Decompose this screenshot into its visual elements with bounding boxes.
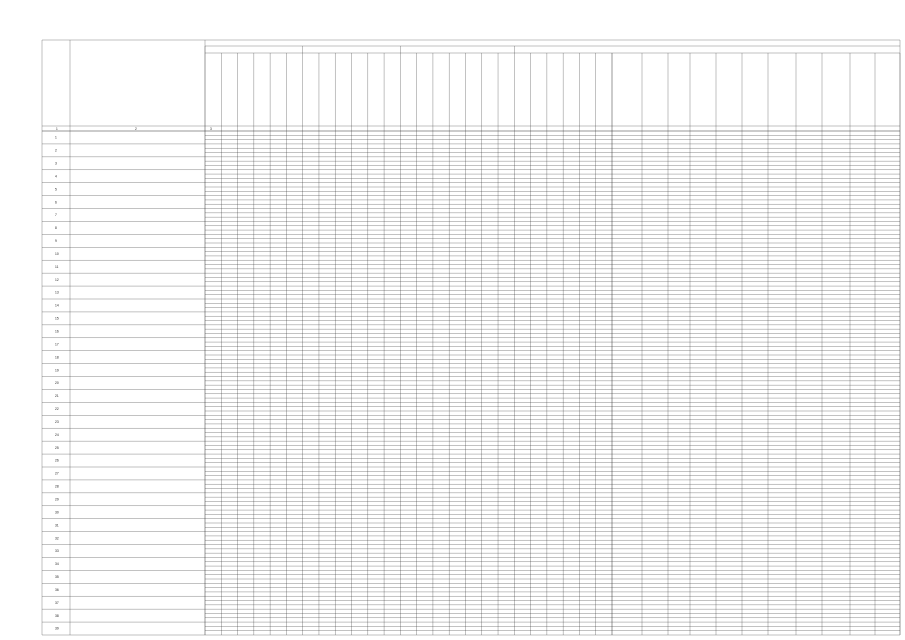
row-number: 14 <box>55 303 59 308</box>
column-number-1: 1 <box>56 127 58 131</box>
row-number: 21 <box>55 394 59 399</box>
row-number: 10 <box>55 251 59 256</box>
row-number: 26 <box>55 458 59 463</box>
row-number: 9 <box>55 239 57 244</box>
row-number: 37 <box>55 600 59 605</box>
row-number: 13 <box>55 290 59 295</box>
row-number: 15 <box>55 316 59 321</box>
row-number: 20 <box>55 381 59 386</box>
row-number: 28 <box>55 484 59 489</box>
row-number: 22 <box>55 407 59 412</box>
row-number: 5 <box>55 187 57 192</box>
row-number: 32 <box>55 536 59 541</box>
row-number: 24 <box>55 432 59 437</box>
row-number: 16 <box>55 329 59 334</box>
row-number: 18 <box>55 355 59 360</box>
row-number: 23 <box>55 419 59 424</box>
row-number: 11 <box>55 264 59 269</box>
table-grid <box>42 40 900 635</box>
row-number: 3 <box>55 161 57 166</box>
table-text <box>55 127 212 631</box>
row-number: 19 <box>55 368 59 373</box>
row-number: 1 <box>55 135 57 140</box>
row-number: 38 <box>55 613 59 618</box>
row-number: 25 <box>55 445 59 450</box>
row-number: 8 <box>55 226 57 231</box>
row-number: 29 <box>55 497 59 502</box>
row-number: 39 <box>55 626 59 631</box>
row-number: 36 <box>55 587 59 592</box>
row-number: 30 <box>55 510 59 515</box>
row-number: 2 <box>55 148 57 153</box>
column-number-3: 3 <box>210 127 212 131</box>
column-number-2: 2 <box>135 127 137 131</box>
row-number: 33 <box>55 549 59 554</box>
row-number: 34 <box>55 562 59 567</box>
row-number: 27 <box>55 471 59 476</box>
row-number: 6 <box>55 200 57 205</box>
row-number: 7 <box>55 213 57 218</box>
row-number: 31 <box>55 523 59 528</box>
row-number: 4 <box>55 174 57 179</box>
row-number: 17 <box>55 342 59 347</box>
row-number: 35 <box>55 575 59 580</box>
row-number: 12 <box>55 277 59 282</box>
